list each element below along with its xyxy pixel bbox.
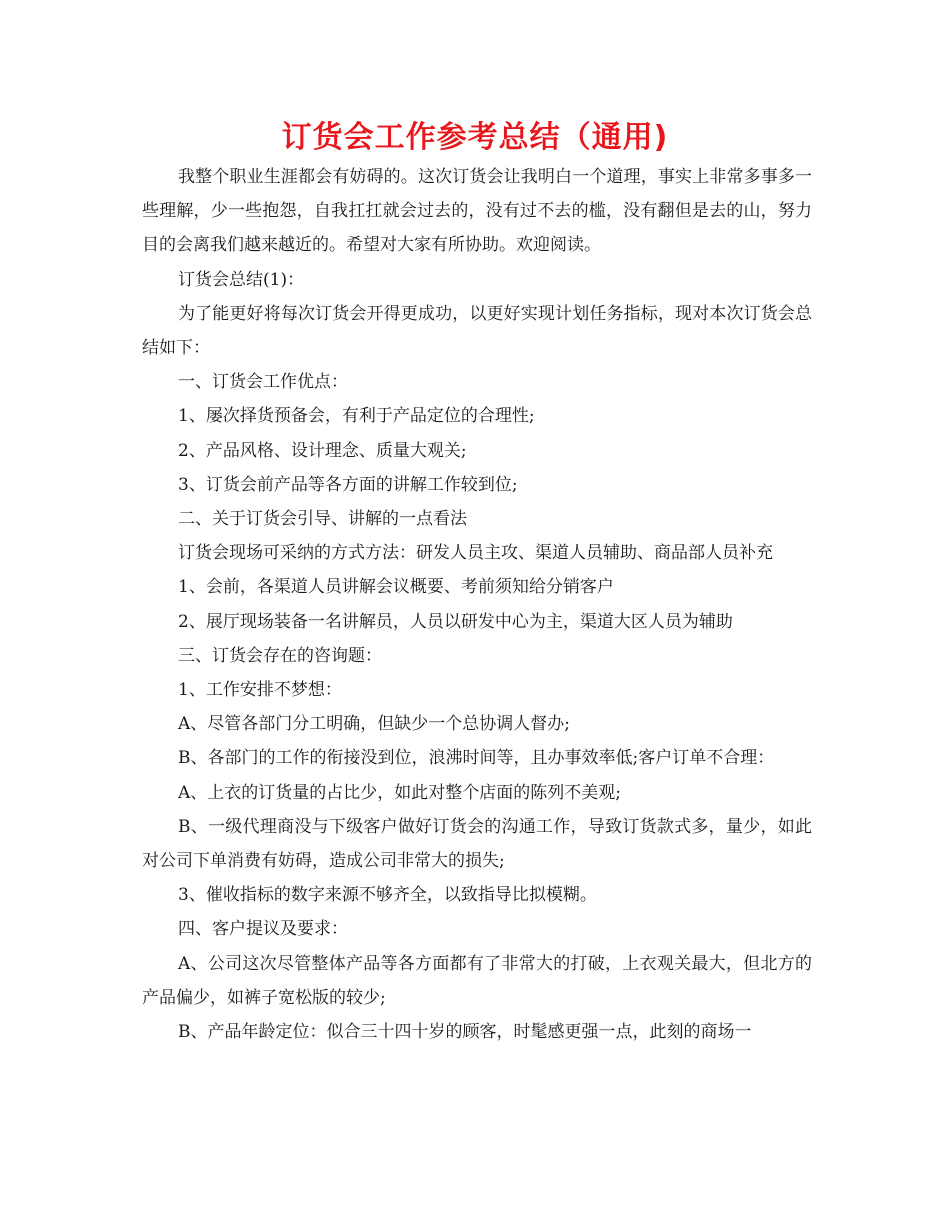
list-item: 3、催收指标的数字来源不够齐全，以致指导比拟模糊。 bbox=[178, 885, 597, 906]
paragraph-summary-intro: 为了能更好将每次订货会开得更成功，以更好实现计划任务指标，现对本次订货会总结如下： bbox=[142, 303, 812, 359]
list-item: A、公司这次尽管整体产品等各方面都有了非常大的打破，上衣观关最大，但北方的产品偏少，如裤子宽松版的较少; bbox=[142, 953, 812, 1008]
paragraph-methods: 订货会现场可采纳的方式方法：研发人员主攻、渠道人员辅助、商品部人员补充 bbox=[178, 543, 773, 564]
list-item: B、一级代理商没与下级客户做好订货会的沟通工作，导致订货款式多，量少，如此对公司下单消费有妨碍，造成公司非常大的损失; bbox=[142, 816, 812, 872]
list-item: 1、工作安排不梦想： bbox=[178, 680, 342, 701]
section-heading-guidance: 二、关于订货会引导、讲解的一点看法 bbox=[178, 509, 467, 530]
document-body bbox=[142, 160, 812, 1049]
list-item: B、各部门的工作的衔接没到位，浪沸时间等，且办事效率低;客户订单不合理： bbox=[178, 748, 775, 769]
list-item: A、尽管各部门分工明确，但缺少一个总协调人督办; bbox=[178, 714, 571, 735]
section-heading-suggestions: 四、客户提议及要求： bbox=[178, 919, 348, 940]
list-item: 2、展厅现场装备一名讲解员，人员以研发中心为主，渠道大区人员为辅助 bbox=[178, 611, 733, 632]
list-item: A、上衣的订货量的占比少，如此对整个店面的陈列不美观; bbox=[178, 782, 622, 803]
list-item: 1、屡次择货预备会，有利于产品定位的合理性; bbox=[178, 406, 535, 427]
list-item: 1、会前，各渠道人员讲解会议概要、考前须知给分销客户 bbox=[178, 577, 614, 598]
list-item: B、产品年龄定位：似合三十四十岁的顾客，时髦感更强一点，此刻的商场一 bbox=[178, 1022, 752, 1043]
paragraph-summary-heading: 订货会总结(1)： bbox=[178, 269, 305, 290]
list-item: 3、订货会前产品等各方面的讲解工作较到位; bbox=[178, 474, 518, 495]
document-title: 订货会工作参考总结（通用) bbox=[281, 120, 669, 155]
section-heading-advantages: 一、订货会工作优点： bbox=[178, 372, 348, 393]
list-item: 2、产品风格、设计理念、质量大观关; bbox=[178, 440, 467, 461]
section-heading-issues: 三、订货会存在的咨询题： bbox=[178, 645, 382, 666]
paragraph-intro: 我整个职业生涯都会有妨碍的。这次订货会让我明白一个道理，事实上非常多事多一些理解，少一些抱怨，自我扛扛就会过去的，没有过不去的槛，没有翻但是去的山，努力目的会离我们越来越近的。希望对大家有所协助。欢迎阅读。 bbox=[142, 167, 812, 256]
